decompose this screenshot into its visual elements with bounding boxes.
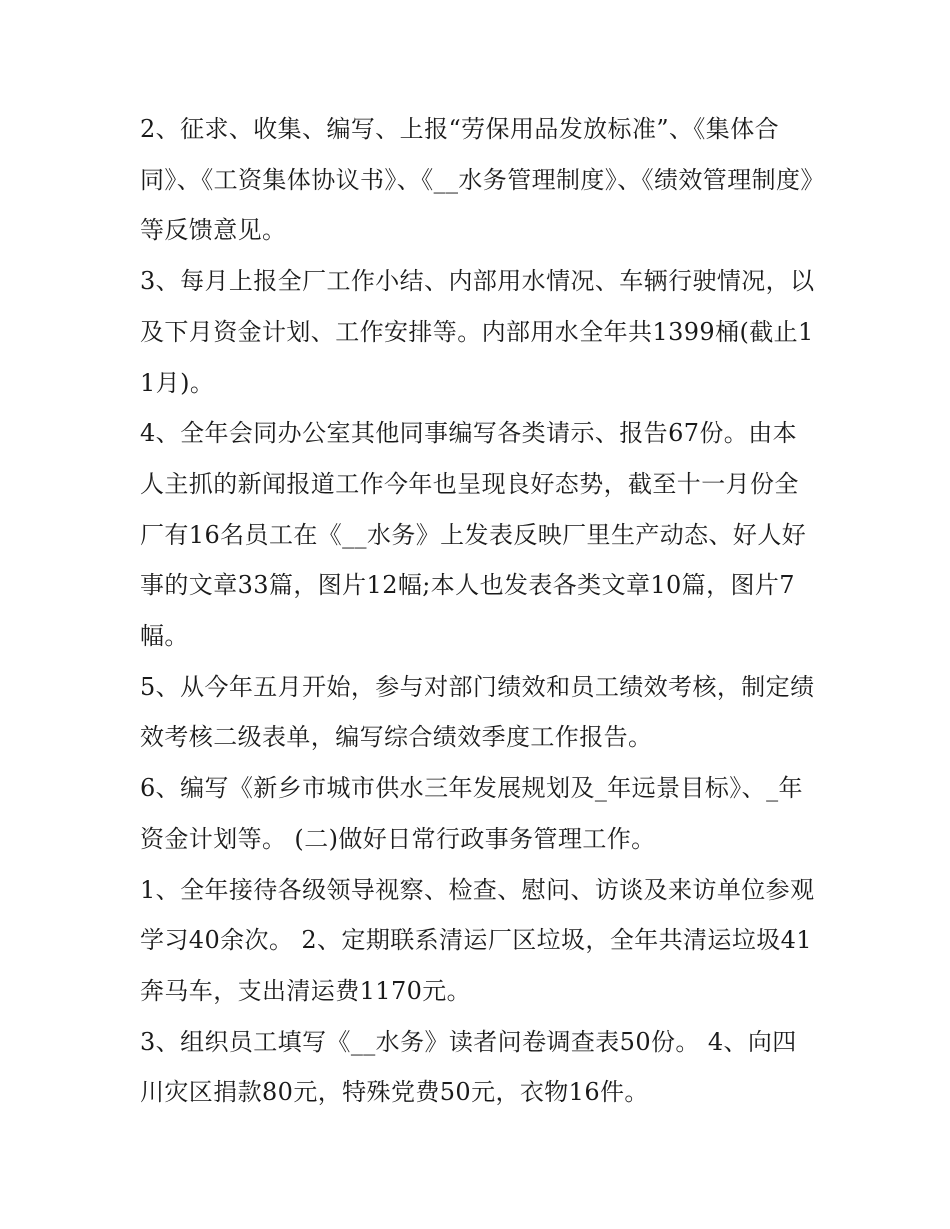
- paragraph-item-6: 6、编写《新乡市城市供水三年发展规划及_年远景目标》、_年资金计划等。 (二)做好日常行政事务管理工作。: [140, 774, 803, 853]
- document-body: [140, 104, 820, 1118]
- paragraph-item-2: 2、征求、收集、编写、上报“劳保用品发放标准”、《集体合同》、《工资集体协议书》、《__水务管理制度》、《绩效管理制度》等反馈意见。: [140, 115, 813, 245]
- paragraph-item-1-2: 1、全年接待各级领导视察、检查、慰问、访谈及来访单位参观学习40余次。 2、定期联系清运厂区垃圾，全年共清运垃圾41奔马车，支出清运费1170元。: [140, 875, 815, 1005]
- paragraph-item-3: 3、每月上报全厂工作小结、内部用水情况、车辆行驶情况，以及下月资金计划、工作安排等。内部用水全年共1399桶(截止11月)。: [140, 267, 815, 397]
- paragraph-item-3-4: 3、组织员工填写《__水务》读者问卷调查表50份。 4、向四川灾区捐款80元，特殊党费50元，衣物16件。: [140, 1027, 797, 1107]
- paragraph-item-5: 5、从今年五月开始，参与对部门绩效和员工绩效考核，制定绩效考核二级表单，编写综合绩效季度工作报告。: [140, 672, 815, 752]
- paragraph-item-4: 4、全年会同办公室其他同事编写各类请示、报告67份。由本人主抓的新闻报道工作今年也呈现良好态势，截至十一月份全厂有16名员工在《__水务》上发表反映厂里生产动态、好人好事的文章33篇，图片12幅;本人也发表各类文章10篇，图片7幅。: [140, 419, 807, 651]
